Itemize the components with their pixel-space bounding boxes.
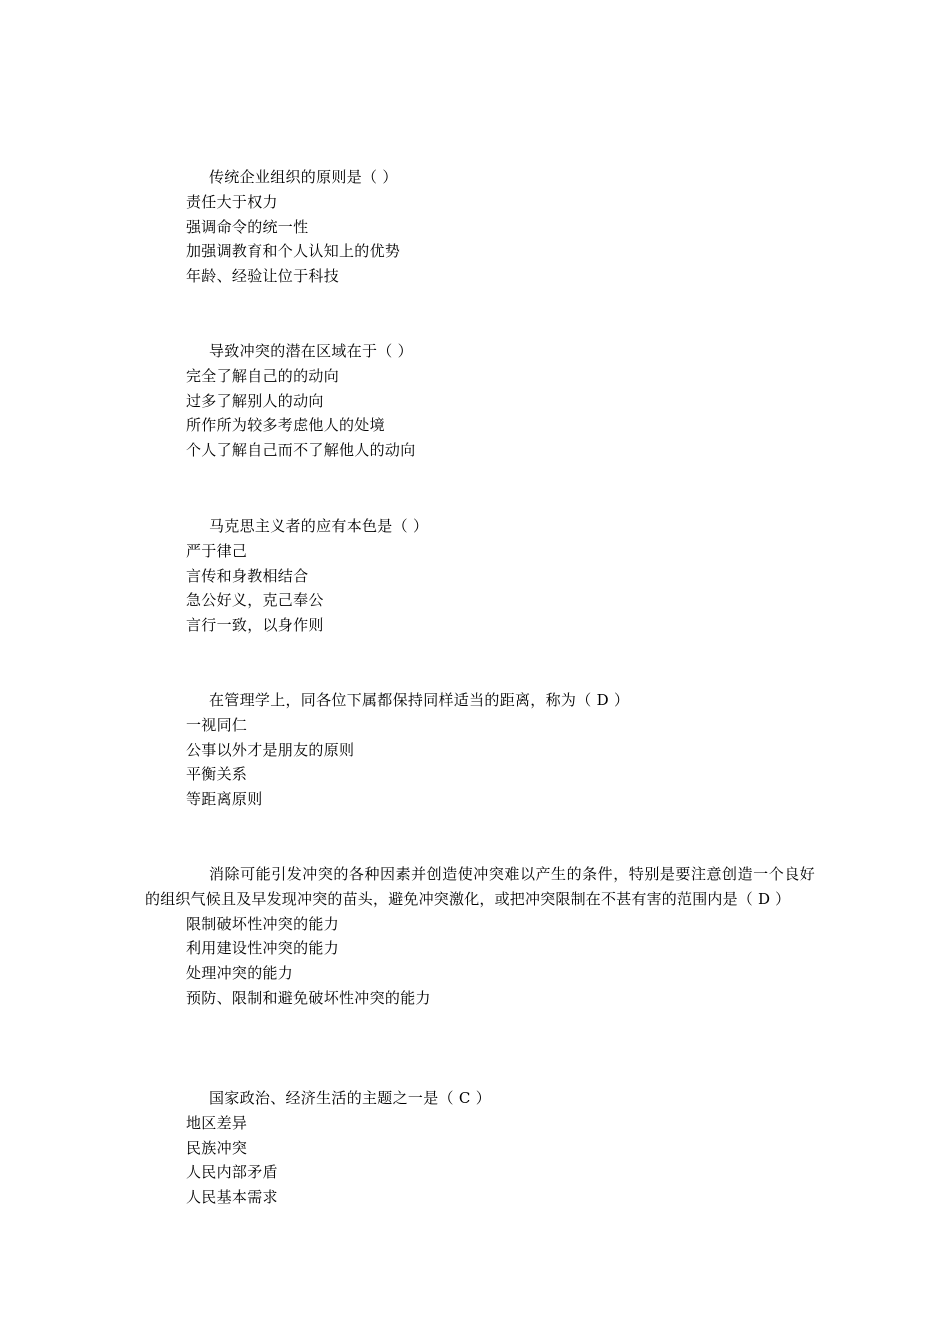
question-stem: 传统企业组织的原则是（ ） bbox=[209, 168, 398, 186]
question-stem: 消除可能引发冲突的各种因素并创造使冲突难以产生的条件，特别是要注意创造一个良好的组织气候且及早发现冲突的苗头，避免冲突激化，或把冲突限制在不甚有害的范围内是（ D ） bbox=[145, 865, 815, 908]
question-1 bbox=[145, 165, 815, 289]
question-6 bbox=[145, 1086, 815, 1210]
question-2 bbox=[145, 339, 815, 463]
option-list bbox=[145, 912, 815, 1011]
option-item: 人民内部矛盾 bbox=[186, 1163, 278, 1182]
question-stem: 导致冲突的潜在区域在于（ ） bbox=[209, 342, 413, 360]
option-item: 公事以外才是朋友的原则 bbox=[186, 740, 355, 759]
question-3 bbox=[145, 514, 815, 638]
option-list bbox=[145, 713, 815, 812]
option-item: 加强调教育和个人认知上的优势 bbox=[186, 242, 401, 261]
option-item: 急公好义，克己奉公 bbox=[186, 591, 324, 610]
question-5 bbox=[145, 862, 815, 1011]
option-item: 过多了解别人的动向 bbox=[186, 391, 324, 410]
option-list bbox=[145, 190, 815, 289]
option-item: 预防、限制和避免破坏性冲突的能力 bbox=[186, 988, 431, 1007]
option-list bbox=[145, 364, 815, 463]
option-item: 强调命令的统一性 bbox=[186, 217, 309, 236]
option-item: 所作所为较多考虑他人的处境 bbox=[186, 416, 385, 435]
option-list bbox=[145, 539, 815, 638]
option-item: 人民基本需求 bbox=[186, 1188, 278, 1207]
option-item: 个人了解自己而不了解他人的动向 bbox=[186, 441, 416, 460]
option-item: 地区差异 bbox=[186, 1113, 248, 1132]
option-item: 言行一致，以身作则 bbox=[186, 616, 324, 635]
question-stem: 马克思主义者的应有本色是（ ） bbox=[209, 517, 429, 535]
option-item: 一视同仁 bbox=[186, 715, 248, 734]
option-item: 民族冲突 bbox=[186, 1138, 248, 1157]
question-stem: 国家政治、经济生活的主题之一是（ C ） bbox=[209, 1089, 492, 1107]
option-item: 言传和身教相结合 bbox=[186, 566, 309, 585]
option-item: 完全了解自己的的动向 bbox=[186, 366, 340, 385]
option-item: 严于律己 bbox=[186, 541, 248, 560]
option-item: 限制破坏性冲突的能力 bbox=[186, 914, 340, 933]
option-item: 处理冲突的能力 bbox=[186, 964, 294, 983]
option-item: 平衡关系 bbox=[186, 765, 248, 784]
option-item: 责任大于权力 bbox=[186, 192, 278, 211]
option-item: 年龄、经验让位于科技 bbox=[186, 267, 340, 286]
option-item: 利用建设性冲突的能力 bbox=[186, 939, 340, 958]
option-list bbox=[145, 1111, 815, 1210]
question-4 bbox=[145, 688, 815, 812]
question-stem: 在管理学上，同各位下属都保持同样适当的距离，称为（ D ） bbox=[209, 691, 630, 709]
option-item: 等距离原则 bbox=[186, 790, 263, 809]
